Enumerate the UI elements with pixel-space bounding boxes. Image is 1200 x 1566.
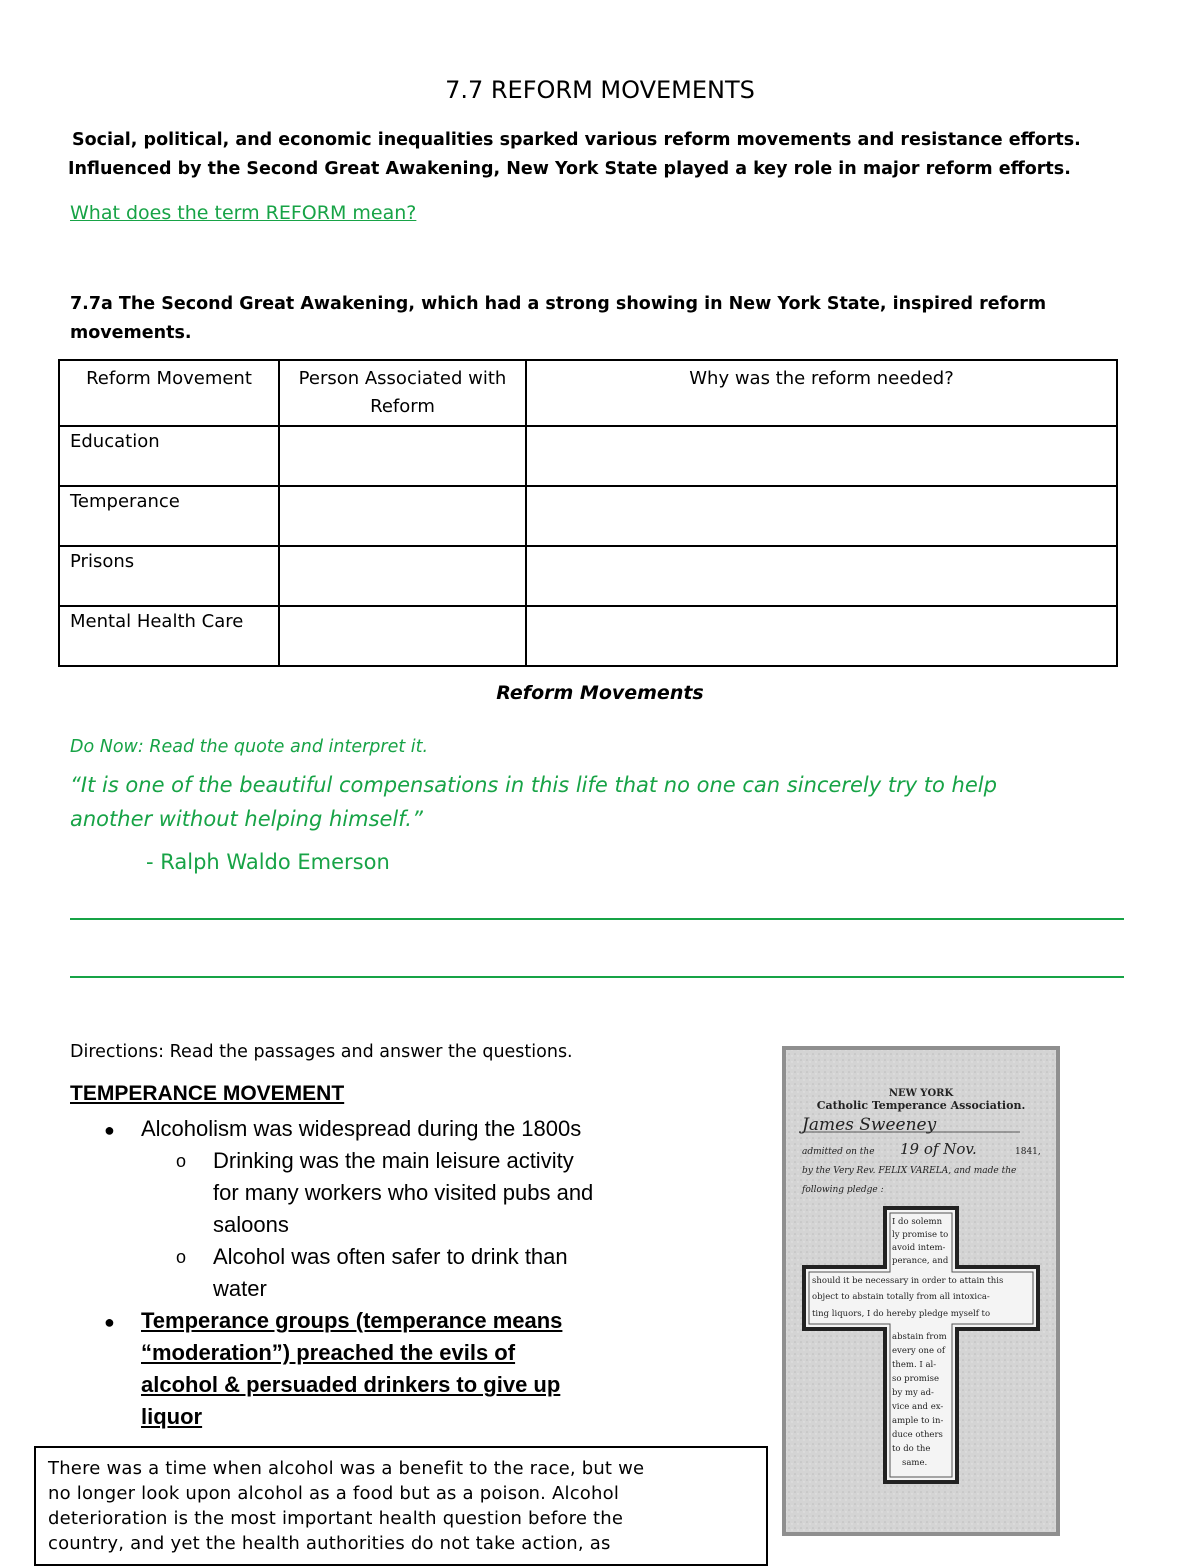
header-why: Why was the reform needed? (526, 360, 1117, 426)
cert-pledge-line: ly promise to (892, 1230, 949, 1240)
cert-pledge-line: them. I al- (892, 1360, 937, 1370)
answer-line[interactable] (70, 976, 1124, 978)
passage-line: no longer look upon alcohol as a food but as a poison. Alcohol (48, 1483, 620, 1504)
temperance-pledge-certificate (782, 1046, 1060, 1536)
cert-pledge-line: same. (902, 1458, 928, 1468)
table-row (59, 546, 1117, 606)
reform-question: What does the term REFORM mean? (70, 202, 417, 224)
answer-cell[interactable] (279, 546, 526, 606)
cert-text: following pledge : (802, 1185, 884, 1195)
emerson-quote (70, 768, 1070, 836)
bullet-text: alcohol & persuaded drinkers to give up (141, 1372, 561, 1397)
cert-pledge-line: ting liquors, I do hereby pledge myself to (812, 1309, 991, 1319)
table-row (59, 606, 1117, 666)
passage-line: country, and yet the health authorities do not take action, as (48, 1533, 611, 1554)
answer-cell[interactable] (526, 426, 1117, 486)
quote-line: “It is one of the beautiful compensations in this life that no one can sincerely try to help (70, 773, 997, 797)
table-header-row (59, 360, 1117, 426)
do-now-prompt: Do Now: Read the quote and interpret it. (70, 737, 429, 757)
table-row (59, 486, 1117, 546)
cert-pledge-line: so promise (892, 1374, 939, 1384)
quote-line: another without helping himself.” (70, 807, 423, 831)
table-row (59, 426, 1117, 486)
answer-cell[interactable] (279, 426, 526, 486)
sub-bullet-text: saloons (213, 1212, 289, 1237)
row-label: Education (59, 426, 279, 486)
header-reform-movement: Reform Movement (59, 360, 279, 426)
section-line: 7.7a The Second Great Awakening, which had a strong showing in New York State, inspired reform (70, 294, 1047, 314)
cert-pledge-line: to do the (892, 1444, 931, 1454)
sub-bullet-text: Alcohol was often safer to drink than (213, 1244, 568, 1269)
passage-line: deterioration is the most important health question before the (48, 1508, 624, 1529)
answer-cell[interactable] (279, 486, 526, 546)
bullet-icon: ● (104, 1312, 115, 1332)
cert-text: NEW YORK (888, 1088, 954, 1099)
cert-pledge-line: should it be necessary in order to attain this (812, 1276, 1004, 1286)
cert-pledge-line: duce others (892, 1430, 943, 1440)
quote-author: - Ralph Waldo Emerson (146, 850, 390, 874)
passage-box (34, 1446, 768, 1566)
sub-bullet-text: water (213, 1276, 267, 1301)
cert-pledge-line: abstain from (892, 1332, 947, 1342)
header-person: Person Associated with Reform (279, 360, 526, 426)
cert-pledge-line: avoid intem- (892, 1243, 946, 1253)
section-line: movements. (70, 323, 192, 343)
cert-pledge-line: I do solemn (892, 1217, 943, 1227)
sub-bullet-icon: o (176, 1247, 187, 1267)
answer-cell[interactable] (526, 486, 1117, 546)
row-label: Temperance (59, 486, 279, 546)
passage-line: There was a time when alcohol was a benefit to the race, but we (48, 1458, 645, 1479)
cert-pledge-line: vice and ex- (892, 1402, 944, 1412)
cert-pledge-line: perance, and (892, 1256, 949, 1266)
directions: Directions: Read the passages and answer the questions. (70, 1042, 573, 1062)
answer-cell[interactable] (526, 546, 1117, 606)
certificate-graphic (782, 1046, 1060, 1536)
sub-bullet-icon: o (176, 1151, 187, 1171)
sub-bullet-text: for many workers who visited pubs and (213, 1180, 594, 1205)
intro-text (68, 126, 1148, 184)
page-title: 7.7 REFORM MOVEMENTS (445, 76, 755, 104)
cert-pledge-line: every one of (892, 1346, 946, 1356)
bullet-icon: ● (104, 1120, 115, 1140)
row-label: Mental Health Care (59, 606, 279, 666)
cert-text: by the Very Rev. FELIX VARELA, and made the (802, 1166, 1017, 1176)
section-7-7a (70, 290, 1070, 348)
intro-line: Influenced by the Second Great Awakening, New York State played a key role in major reform efforts. (68, 159, 1071, 179)
bullet-text: Alcoholism was widespread during the 1800s (141, 1116, 582, 1141)
cert-text: Catholic Temperance Association. (816, 1099, 1026, 1112)
cert-handwritten-date: 19 of Nov. (900, 1140, 977, 1158)
answer-cell[interactable] (526, 606, 1117, 666)
reform-table (58, 359, 1118, 667)
reform-movements-heading: Reform Movements (496, 682, 704, 704)
cert-pledge-line: by my ad- (892, 1388, 934, 1398)
answer-line[interactable] (70, 918, 1124, 920)
bullet-text: liquor (141, 1404, 203, 1429)
intro-line: Social, political, and economic inequalities sparked various reform movements and resistance efforts. (72, 130, 1081, 150)
cert-handwritten-name: James Sweeney (802, 1115, 937, 1135)
cert-pledge-line: ample to in- (892, 1416, 944, 1426)
cert-text: 1841, (1015, 1147, 1041, 1157)
bullet-text: “moderation”) preached the evils of (141, 1340, 516, 1365)
bullet-text: Temperance groups (temperance means (141, 1308, 563, 1333)
cert-pledge-line: object to abstain totally from all intoxica- (812, 1292, 990, 1302)
answer-cell[interactable] (279, 606, 526, 666)
sub-bullet-text: Drinking was the main leisure activity (213, 1148, 574, 1173)
temperance-heading: TEMPERANCE MOVEMENT (70, 1082, 345, 1105)
cert-text: admitted on the (802, 1147, 875, 1157)
row-label: Prisons (59, 546, 279, 606)
